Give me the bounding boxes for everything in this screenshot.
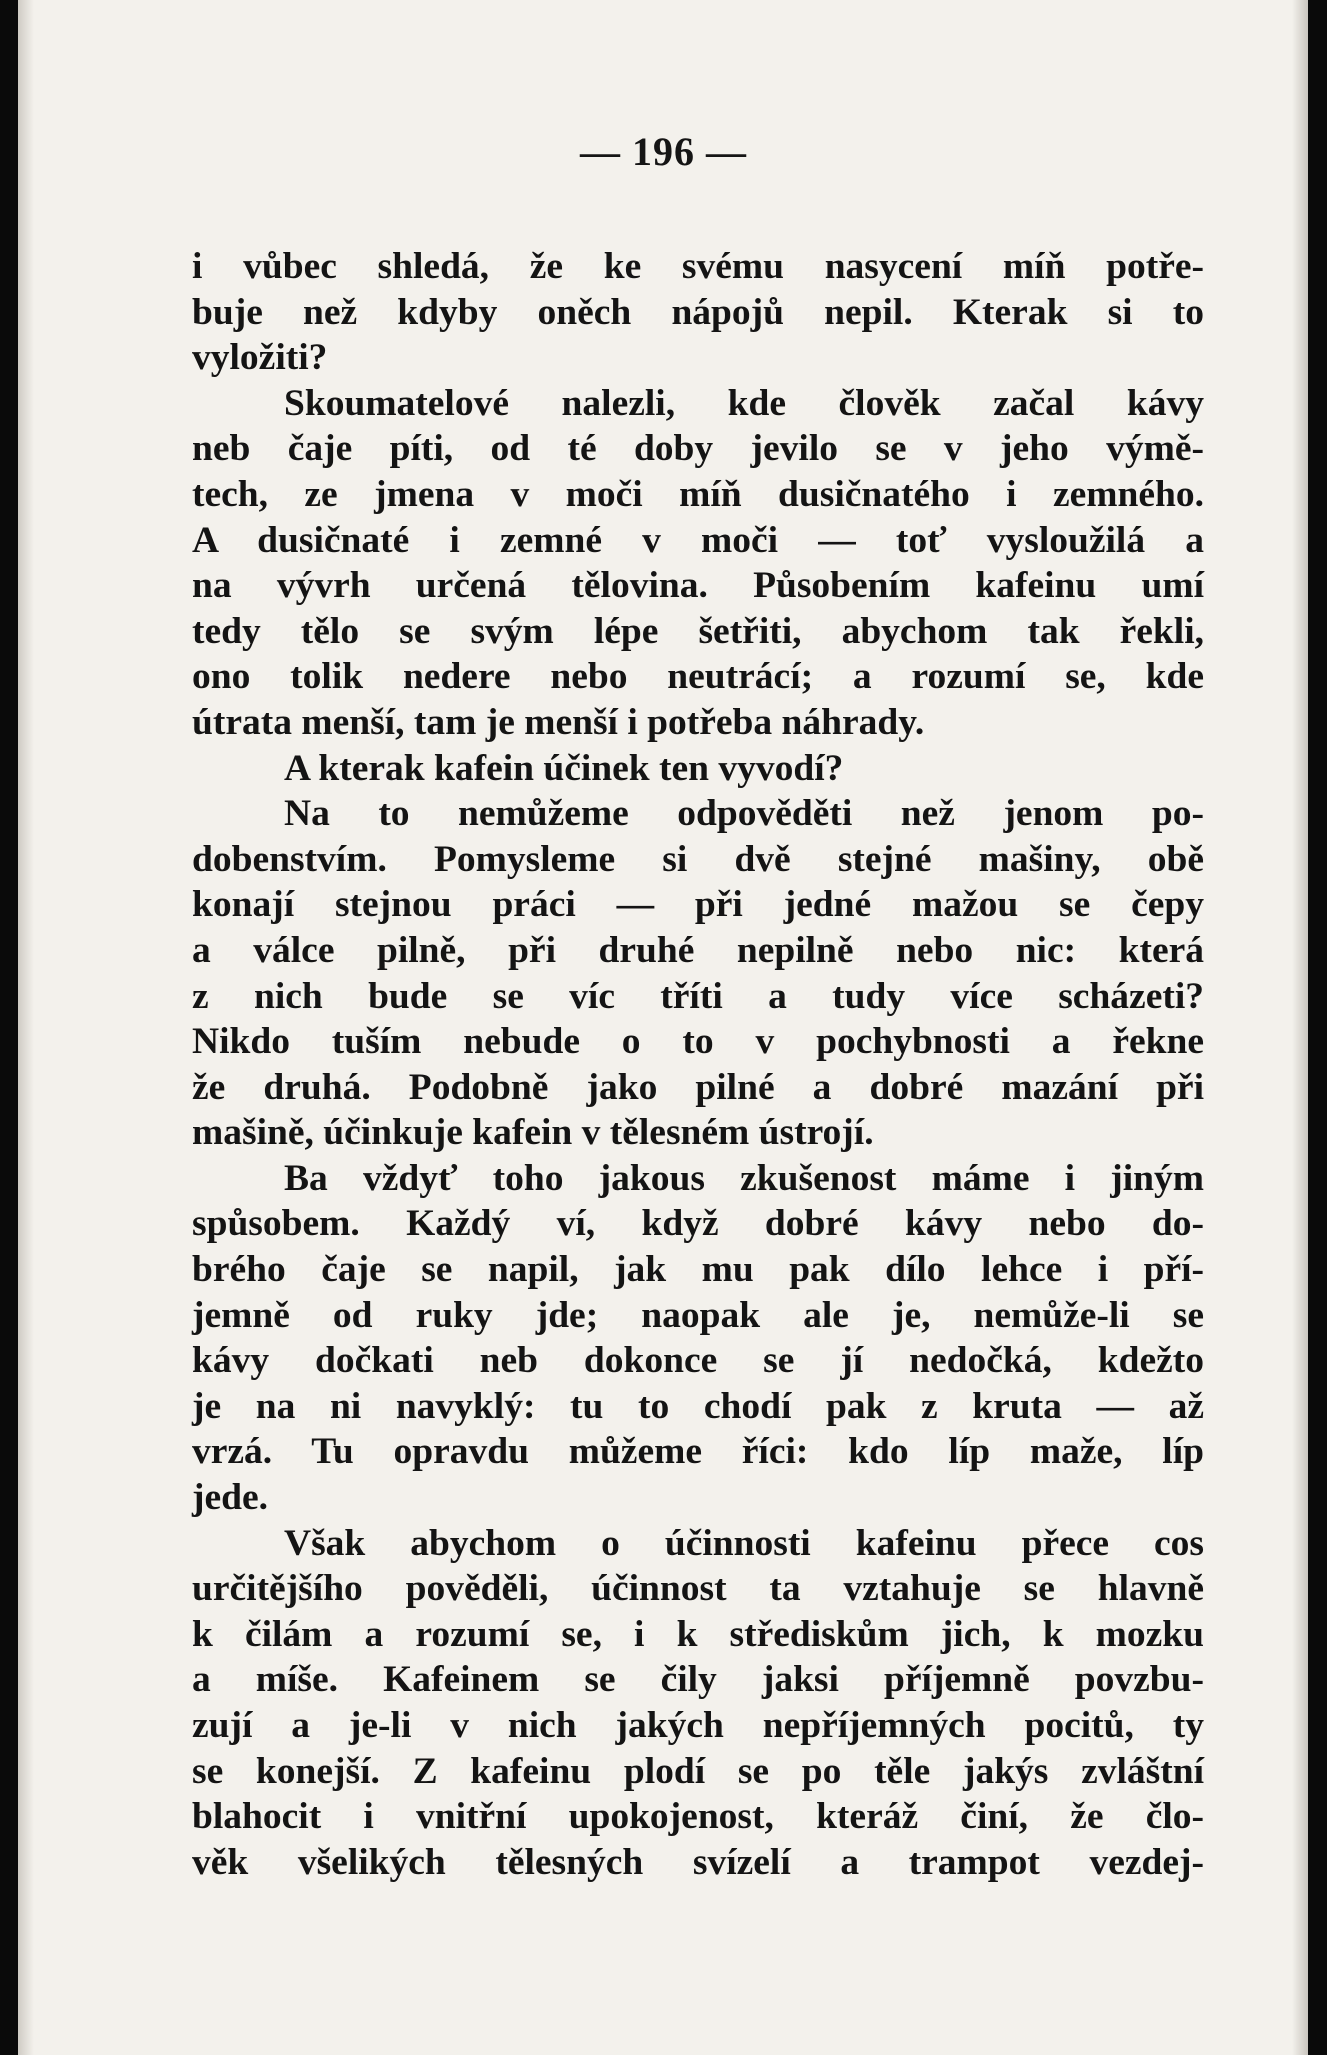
text-line: dobenstvím. Pomysleme si dvě stejné mašiny, obě (192, 838, 1204, 880)
text-line: útrata menší, tam je menší i potřeba náhrady. (192, 701, 925, 743)
text-line: je na ni navyklý: tu to chodí pak z kruta — až (192, 1385, 1204, 1427)
text-line: zují a je-li v nich jakých nepříjemných pocitů, ty (192, 1705, 1204, 1746)
text-line: tedy tělo se svým lépe šetřiti, abychom tak řekli, (192, 610, 1204, 652)
text-line: k čilám a rozumí se, i k střediskům jich, k mozku (192, 1613, 1204, 1655)
text-line: mašině, účinkuje kafein v tělesném ústrojí. (192, 1112, 874, 1154)
text-line: jemně od ruky jde; naopak ale je, nemůže-li se (192, 1294, 1204, 1336)
text-line: brého čaje se napil, jak mu pak dílo lehce i pří- (192, 1249, 1204, 1291)
body-text (192, 244, 1204, 1885)
text-line: na vývrh určená tělovina. Působením kafeinu umí (192, 565, 1204, 607)
text-line: Na to nemůžeme odpověděti než jenom po- (284, 793, 1204, 835)
text-line: že druhá. Podobně jako pilné a dobré mazání při (192, 1066, 1204, 1108)
text-line: Nikdo tuším nebude o to v pochybnosti a řekne (192, 1021, 1204, 1063)
text-line: ono tolik nedere nebo neutrácí; a rozumí se, kde (192, 656, 1204, 698)
text-line: i vůbec shledá, že ke svému nasycení míň potře- (192, 246, 1204, 287)
text-line: Skoumatelové nalezli, kde člověk začal kávy (284, 382, 1204, 424)
page-edge-shadow (1292, 0, 1308, 2055)
text-line: z nich bude se víc tříti a tudy více scházeti? (192, 975, 1204, 1017)
text-line: určitějšího pověděli, účinnost ta vztahuje se hlavně (192, 1568, 1204, 1610)
page-number-header: — 196 — (580, 129, 747, 174)
page-gutter-shadow (18, 0, 34, 2055)
text-line: a válce pilně, při druhé nepilně nebo nic: která (192, 929, 1204, 971)
text-line: Však abychom o účinnosti kafeinu přece cos (284, 1522, 1204, 1564)
text-line: A dusičnaté i zemné v moči — toť vysloužilá a (192, 519, 1204, 561)
text-line: neb čaje píti, od té doby jevilo se v jeho výmě- (192, 428, 1204, 470)
text-line: blahocit i vnitřní upokojenost, kteráž činí, že člo- (192, 1796, 1204, 1838)
text-line: A kterak kafein účinek ten vyvodí? (284, 747, 844, 789)
text-line: buje než kdyby oněch nápojů nepil. Kterak si to (192, 291, 1204, 333)
text-line: kávy dočkati neb dokonce se jí nedočká, kdežto (192, 1340, 1204, 1382)
text-line: tech, ze jmena v moči míň dusičnatého i zemného. (192, 473, 1204, 515)
text-line: vrzá. Tu opravdu můžeme říci: kdo líp maže, líp (192, 1431, 1204, 1473)
text-line: jede. (192, 1477, 269, 1519)
text-line: spůsobem. Každý ví, když dobré kávy nebo do- (192, 1203, 1204, 1245)
text-line: vyložiti? (192, 337, 328, 379)
text-line: věk všelikých tělesných svízelí a trampot vezdej- (192, 1841, 1204, 1883)
text-line: a míše. Kafeinem se čily jaksi příjemně povzbu- (192, 1659, 1204, 1701)
text-line: se konejší. Z kafeinu plodí se po těle jakýs zvláštní (192, 1750, 1204, 1792)
text-line: Ba vždyť toho jakous zkušenost máme i jiným (284, 1157, 1204, 1199)
text-line: konají stejnou práci — při jedné mažou se čepy (192, 884, 1204, 926)
